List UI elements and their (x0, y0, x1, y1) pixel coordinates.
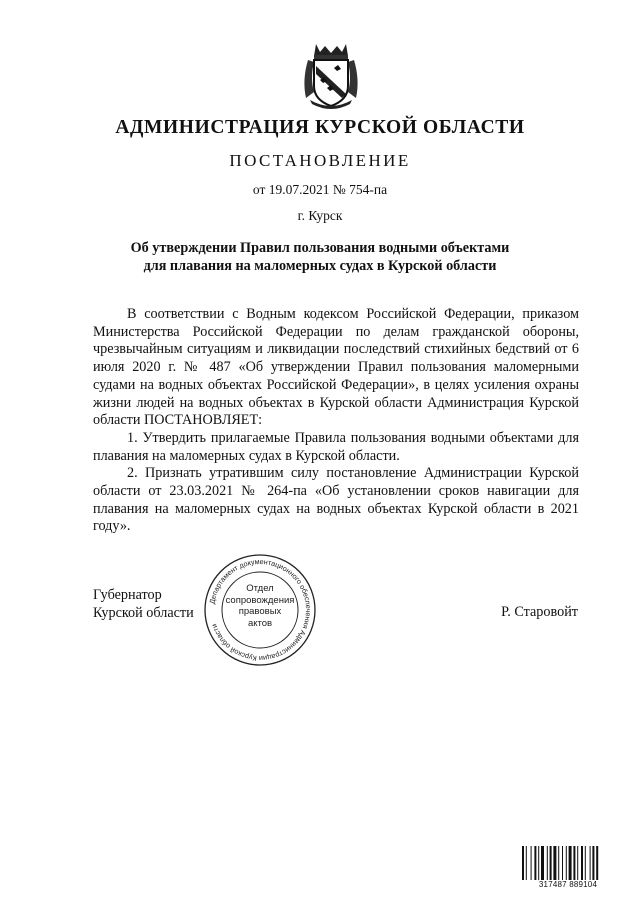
stamp-line: актов (247, 617, 273, 629)
signer-name: Р. Старовойт (501, 604, 578, 620)
document-body (93, 306, 579, 536)
body-paragraph: 1. Утвердить прилагаемые Правила пользования водными объектами для плавания на маломерных судах в Курской области. (93, 429, 579, 464)
organization-title: АДМИНИСТРАЦИЯ КУРСКОЙ ОБЛАСТИ (115, 117, 525, 138)
official-stamp (203, 553, 317, 667)
signer-title-line: Губернатор (93, 587, 162, 603)
barcode-number: 317487 889104 (521, 880, 615, 889)
barcode (521, 846, 615, 890)
barcode-icon (521, 846, 615, 882)
document-date-number: от 19.07.2021 № 754-па (252, 182, 388, 197)
coat-of-arms-icon (300, 40, 362, 110)
stamp-line: Отдел (246, 583, 274, 594)
stamp-center-text (203, 583, 317, 629)
stamp-line: сопровождения (225, 594, 295, 606)
subject-line: для плавания на маломерных судах в Курской области (143, 258, 497, 274)
body-paragraph: В соответствии с Водным кодексом Российской Федерации, приказом Министерства Российской Федерации по делам гражданской обороны, чрезвычайным ситуациям и ликвидации последствий стихийных бедствий от 6 июля 2020 г. № 487 «Об утверждении Правил пользования маломерными судами на водных объектах Российской Федерации», в целях усиления охраны жизни людей на водных объектах в Курской области Администрация Курской области ПОСТАНОВЛЯЕТ: (93, 306, 579, 429)
document-place: г. Курск (297, 208, 343, 223)
document-type: ПОСТАНОВЛЕНИЕ (229, 151, 411, 170)
stamp-ring-text: Департамент документационного обеспечения Администрации Курской области (207, 556, 314, 664)
stamp-line: правовых (238, 606, 282, 617)
document-subject (100, 239, 540, 275)
body-paragraph: 2. Признать утратившим силу постановление Администрации Курской области от 23.03.2021 № 264-па «Об установлении сроков навигации для плавания на маломерных судах на водных объектах Курской области в 2021 году». (93, 465, 579, 535)
signer-title-line: Курской области (93, 605, 194, 621)
subject-line: Об утверждении Правил пользования водными объектами (130, 240, 510, 256)
